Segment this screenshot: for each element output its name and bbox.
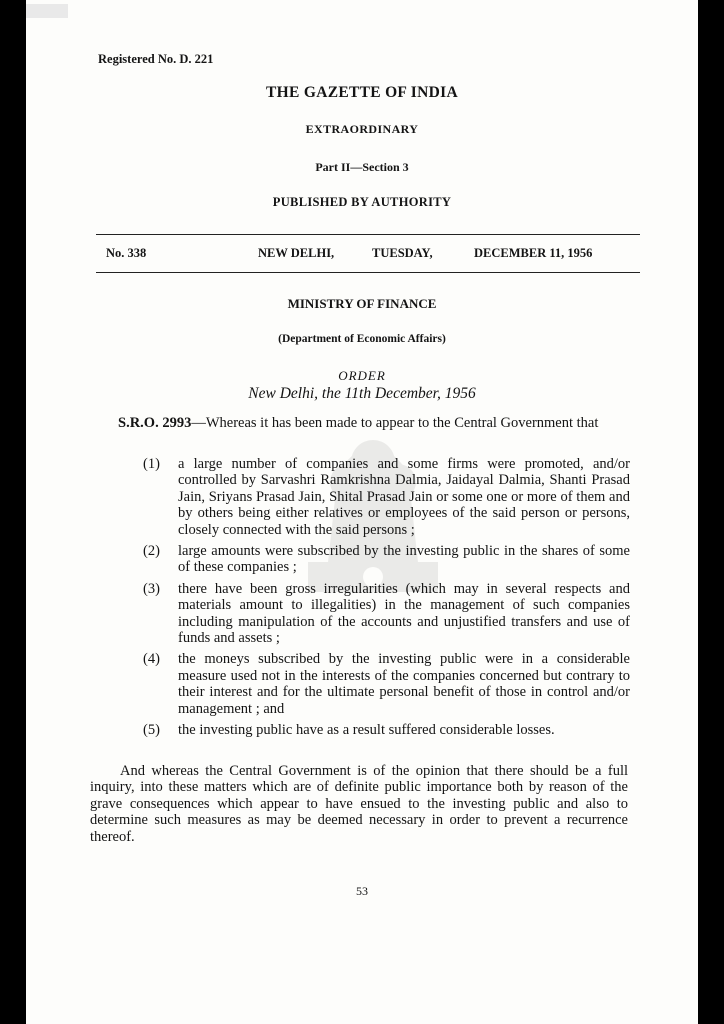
list-item: [92, 722, 630, 738]
closing-paragraph: And whereas the Central Government is of the opinion that there should be a full inquiry, into these matters which are of definite public importance both by reason of the grave consequences which appear to have ensued to the investing public and also to determine such measures as may be deemed necessary in order to prevent a recurrence thereof.: [90, 763, 628, 845]
bottom-divider: [96, 272, 640, 273]
item-number: (4): [143, 651, 160, 668]
item-number: (5): [143, 722, 160, 739]
item-text: the moneys subscribed by the investing public were in a considerable measure used not in the interests of the companies concerned but contrary to their interest and for the ultimate personal benefit of those in control and/or management ; and: [178, 651, 630, 717]
list-item: [92, 456, 630, 538]
issue-city: NEW DELHI,: [258, 246, 335, 260]
scan-corner-mark: [26, 4, 68, 18]
sro-number: S.R.O. 2993: [118, 415, 192, 431]
registration-number: Registered No. D. 221: [98, 52, 214, 66]
top-divider: [96, 234, 640, 235]
page-number: 53: [356, 884, 368, 898]
list-item: [92, 581, 630, 647]
issue-number: No. 338: [106, 246, 147, 260]
authority-label: PUBLISHED BY AUTHORITY: [272, 195, 452, 209]
part-section-label: Part II—Section 3: [315, 160, 409, 174]
item-number: (3): [143, 580, 160, 597]
intro-text: —Whereas it has been made to appear to the Central Government that: [191, 415, 599, 431]
edition-label: EXTRAORDINARY: [305, 122, 419, 136]
item-text: large amounts were subscribed by the investing public in the shares of some of these companies ;: [178, 543, 630, 576]
order-heading: ORDER: [338, 368, 386, 383]
recital-list: [92, 456, 630, 744]
order-intro: [92, 415, 628, 432]
item-text: a large number of companies and some firms were promoted, and/or controlled by Sarvashri Ramkrishna Dalmia, Jaidayal Dalmia, Shanti Prasad Jain, Sriyans Prasad Jain, Shital Prasad Jain or some one or more of them and by others being either relatives or employees of the said person or persons, closely connected with the said persons ;: [178, 456, 630, 538]
ministry-heading: MINISTRY OF FINANCE: [287, 296, 437, 311]
gazette-title: THE GAZETTE OF INDIA: [266, 84, 458, 101]
department-heading: (Department of Economic Affairs): [278, 333, 446, 345]
item-text: there have been gross irregularities (which may in several respects and materials amount to illegalities) in the management of such companies including manipulation of the accounts and unjustified transfers and use of funds and assets ;: [178, 580, 630, 647]
item-number: (2): [143, 543, 160, 560]
order-place-date: New Delhi, the 11th December, 1956: [248, 385, 476, 402]
item-text: the investing public have as a result suffered considerable losses.: [178, 722, 555, 739]
gazette-page: [26, 0, 698, 1024]
issue-day: TUESDAY,: [372, 246, 433, 260]
item-number: (1): [143, 456, 160, 472]
list-item: [92, 543, 630, 576]
issue-date: DECEMBER 11, 1956: [474, 246, 593, 260]
list-item: [92, 651, 630, 717]
